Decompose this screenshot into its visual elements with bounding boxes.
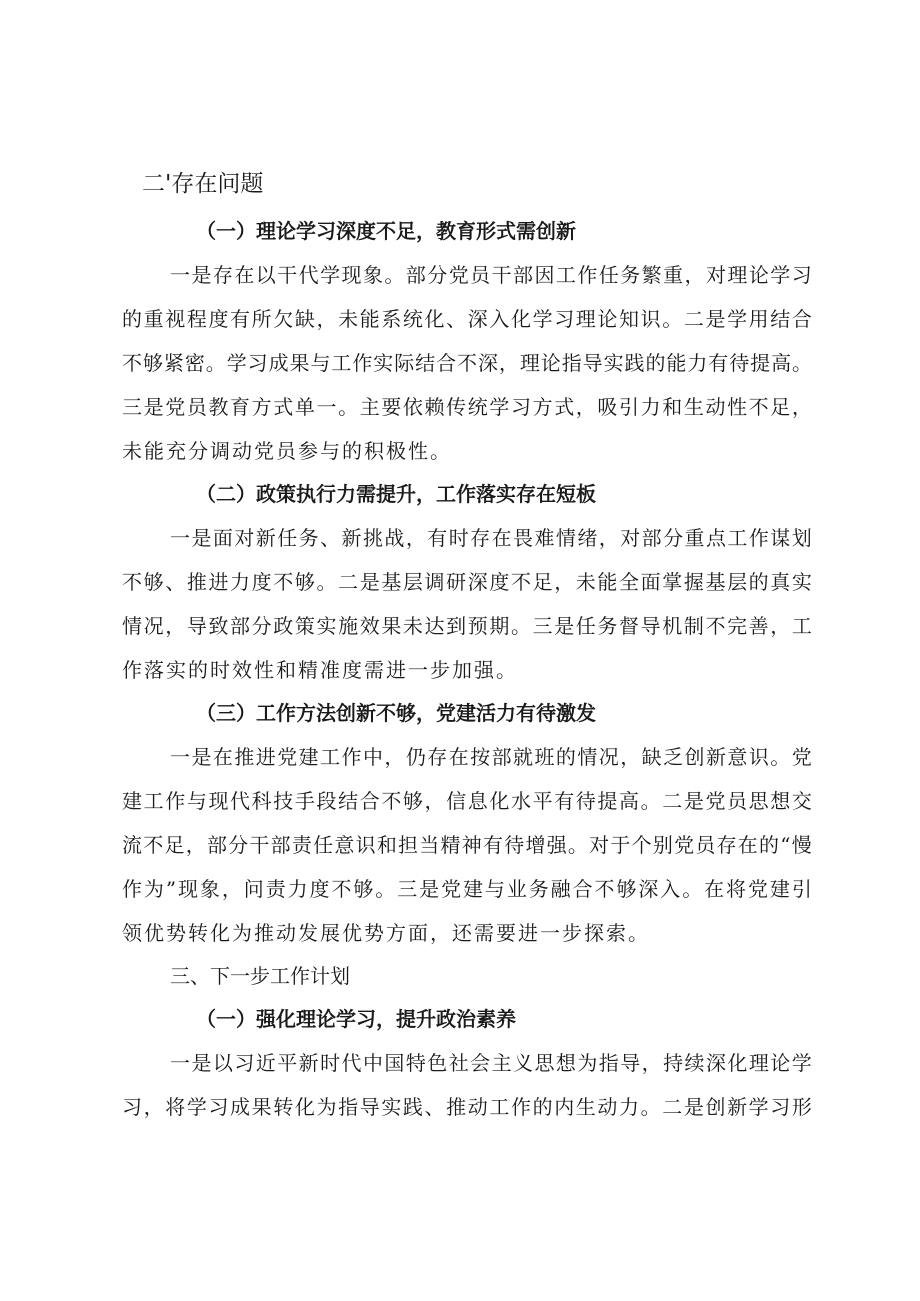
text-line: 不 够 、 推 进 力 度 不 够 。 二 是 基 层 调 研 深 度 不 足 ， 未 能 全 面 掌 握 基 层 的 真 实	[122, 570, 812, 594]
document-page	[122, 158, 812, 1129]
text-line: 一 是 面 对 新 任 务 、 新 挑 战 ， 有 时 存 在 畏 难 情 绪 ， 对 部 分 重 点 工 作 谋 划	[170, 526, 812, 550]
subheading-strengthen-theory: （一）强化理论学习，提升政治素养	[196, 1007, 516, 1031]
text-line: 流 不 足 ， 部 分 干 部 责 任 意 识 和 担 当 精 神 有 待 增 强 。 对 于 个 别 党 员 存 在 的 “ 慢	[122, 833, 812, 857]
subheading-theory-study: （一）理论学习深度不足，教育形式需创新	[196, 219, 576, 243]
text-line: 情 况 ， 导 致 部 分 政 策 实 施 效 果 未 达 到 预 期 。 三 是 任 务 督 导 机 制 不 完 善 ， 工	[122, 614, 812, 638]
paragraph-policy-execution	[122, 516, 812, 692]
section-heading-next-steps: 三、下一步工作计划	[170, 964, 350, 988]
text-line: 作 为 ” 现 象 ， 问 责 力 度 不 够 。 三 是 党 建 与 业 务 融 合 不 够 深 入 。 在 将 党 建 引	[122, 877, 812, 901]
text-line: 的 重 视 程 度 有 所 欠 缺 ， 未 能 系 统 化 、 深 入 化 学 习 理 论 知 识 。 二 是 学 用 结 合	[122, 307, 812, 331]
subheading-policy-execution: （二）政策执行力需提升，工作落实存在短板	[196, 482, 596, 506]
paragraph-strengthen-theory	[122, 1041, 812, 1129]
paragraph-work-methods	[122, 735, 812, 955]
text-line: 习 ， 将 学 习 成 果 转 化 为 指 导 实 践 、 推 动 工 作 的 内 生 动 力 。 二 是 创 新 学 习 形	[122, 1095, 812, 1119]
text-line: 一 是 以 习 近 平 新 时 代 中 国 特 色 社 会 主 义 思 想 为 指 导 ， 持 续 深 化 理 论 学	[170, 1051, 812, 1075]
section-heading-problems: 二'存在问题	[142, 171, 264, 197]
text-line: 领优势转化为推动发展优势方面，还需要进一步探索。	[122, 921, 650, 945]
text-line: 作落实的时效性和精准度需进一步加强。	[122, 658, 518, 682]
subheading-work-methods: （三）工作方法创新不够，党建活力有待激发	[196, 701, 596, 725]
text-line: 未能充分调动党员参与的积极性。	[122, 439, 452, 463]
text-line: 不 够 紧 密 。 学 习 成 果 与 工 作 实 际 结 合 不 深 ， 理 论 指 导 实 践 的 能 力 有 待 提 高 。	[122, 351, 812, 375]
paragraph-theory-study	[122, 253, 812, 473]
text-line: 三 是 党 员 教 育 方 式 单 一 。 主 要 依 赖 传 统 学 习 方 式 ， 吸 引 力 和 生 动 性 不 足 ，	[122, 395, 812, 419]
text-line: 一 是 在 推 进 党 建 工 作 中 ， 仍 存 在 按 部 就 班 的 情 况 ， 缺 乏 创 新 意 识 。 党	[170, 745, 812, 769]
text-line: 一 是 存 在 以 干 代 学 现 象 。 部 分 党 员 干 部 因 工 作 任 务 繁 重 ， 对 理 论 学 习	[170, 263, 812, 287]
text-line: 建 工 作 与 现 代 科 技 手 段 结 合 不 够 ， 信 息 化 水 平 有 待 提 高 。 二 是 党 员 思 想 交	[122, 789, 812, 813]
